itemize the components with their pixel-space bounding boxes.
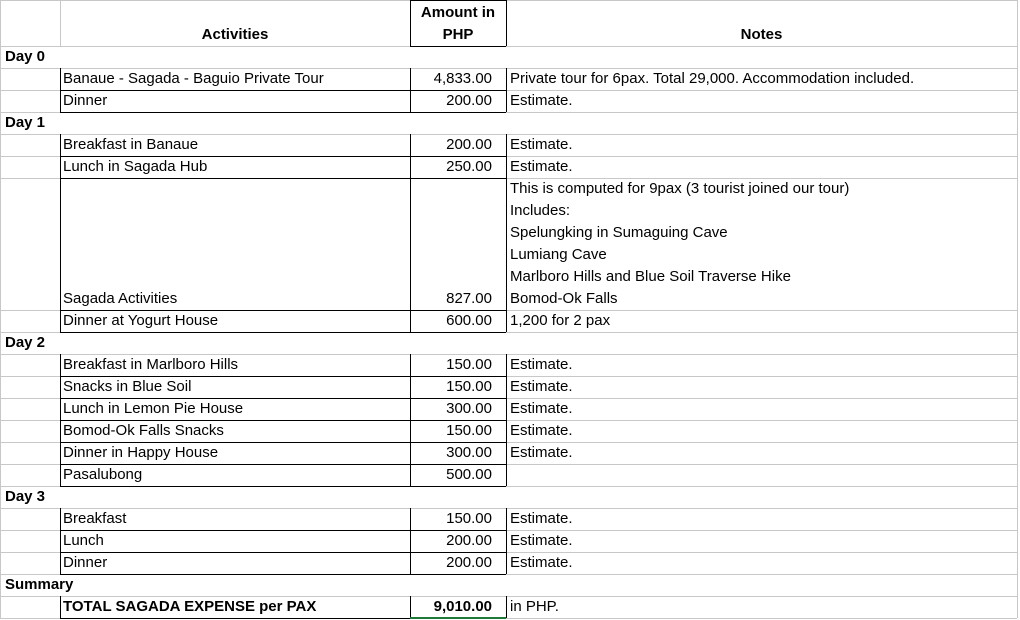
grid-line-vertical bbox=[1017, 178, 1018, 310]
grid-line-vertical bbox=[1017, 464, 1018, 486]
grid-line-vertical bbox=[410, 0, 411, 46]
note-cell bbox=[506, 464, 1017, 486]
grid-line-vertical bbox=[60, 310, 61, 332]
grid-line-vertical bbox=[1017, 574, 1018, 596]
amount-cell: 500.00 bbox=[446, 466, 492, 483]
note-line: Bomod-Ok Falls bbox=[510, 290, 618, 307]
amount-cell: 150.00 bbox=[446, 356, 492, 373]
header-amount-line2: PHP bbox=[442, 26, 474, 43]
note-cell: Estimate. bbox=[510, 532, 573, 549]
note-cell: Estimate. bbox=[510, 92, 573, 109]
grid-line-horizontal bbox=[0, 0, 1017, 1]
grid-line-vertical bbox=[506, 310, 507, 332]
grid-line-vertical bbox=[0, 90, 1, 112]
note-line: Lumiang Cave bbox=[510, 246, 607, 263]
grid-line-horizontal bbox=[506, 574, 1017, 575]
note-line: Includes: bbox=[510, 202, 571, 219]
note-cell: Estimate. bbox=[510, 422, 573, 439]
amount-cell: 250.00 bbox=[446, 158, 492, 175]
grid-line-vertical bbox=[60, 134, 61, 156]
amount-cell: 600.00 bbox=[446, 312, 492, 329]
grid-line-vertical bbox=[60, 552, 61, 574]
selected-cell-indicator bbox=[410, 617, 506, 619]
grid-line-vertical bbox=[506, 442, 507, 464]
day-label: Summary bbox=[5, 576, 74, 593]
grid-line-vertical bbox=[410, 90, 411, 112]
grid-line-vertical bbox=[60, 156, 61, 178]
note-line: Marlboro Hills and Blue Soil Traverse Hike bbox=[510, 268, 791, 285]
note-cell: in PHP. bbox=[510, 598, 559, 615]
note-cell: Estimate. bbox=[510, 510, 573, 527]
grid-line-vertical bbox=[506, 0, 507, 46]
grid-line-vertical bbox=[506, 354, 507, 376]
grid-line-vertical bbox=[410, 178, 411, 310]
grid-line-vertical bbox=[1017, 596, 1018, 618]
grid-line-horizontal bbox=[410, 0, 506, 1]
grid-line-vertical bbox=[0, 354, 1, 376]
grid-line-vertical bbox=[0, 68, 1, 90]
grid-line-vertical bbox=[410, 354, 411, 376]
grid-line-vertical bbox=[1017, 354, 1018, 376]
grid-line-vertical bbox=[1017, 134, 1018, 156]
activity-cell: Bomod-Ok Falls Snacks bbox=[63, 422, 224, 439]
grid-line-vertical bbox=[506, 134, 507, 156]
amount-cell: 150.00 bbox=[446, 378, 492, 395]
grid-line-vertical bbox=[60, 376, 61, 398]
grid-line-vertical bbox=[506, 508, 507, 530]
activity-cell: Snacks in Blue Soil bbox=[63, 378, 192, 395]
note-line: Spelungking in Sumaguing Cave bbox=[510, 224, 728, 241]
header-activities: Activities bbox=[201, 26, 269, 43]
grid-line-vertical bbox=[0, 508, 1, 530]
grid-line-horizontal bbox=[0, 46, 1017, 47]
note-cell: Estimate. bbox=[510, 378, 573, 395]
grid-line-vertical bbox=[506, 530, 507, 552]
grid-line-vertical bbox=[0, 574, 1, 596]
grid-line-vertical bbox=[410, 464, 411, 486]
amount-cell: 827.00 bbox=[446, 290, 492, 307]
grid-line-horizontal bbox=[0, 376, 60, 377]
grid-line-vertical bbox=[0, 464, 1, 486]
grid-line-horizontal bbox=[0, 618, 60, 619]
grid-line-horizontal bbox=[506, 618, 1017, 619]
activity-cell: Pasalubong bbox=[63, 466, 143, 483]
activity-cell: Breakfast in Marlboro Hills bbox=[63, 356, 239, 373]
note-cell: Estimate. bbox=[510, 158, 573, 175]
grid-line-vertical bbox=[60, 398, 61, 420]
grid-line-vertical bbox=[506, 398, 507, 420]
grid-line-vertical bbox=[1017, 508, 1018, 530]
grid-line-vertical bbox=[0, 156, 1, 178]
grid-line-vertical bbox=[0, 398, 1, 420]
grid-line-vertical bbox=[0, 46, 1, 68]
grid-line-vertical bbox=[0, 486, 1, 508]
grid-line-vertical bbox=[60, 442, 61, 464]
grid-line-vertical bbox=[410, 68, 411, 90]
amount-cell: 4,833.00 bbox=[433, 70, 492, 87]
day-label: Day 3 bbox=[5, 488, 46, 505]
grid-line-vertical bbox=[506, 156, 507, 178]
note-line: This is computed for 9pax (3 tourist joined our tour) bbox=[510, 180, 850, 197]
amount-cell: 200.00 bbox=[446, 554, 492, 571]
header-amount-line1: Amount in bbox=[420, 4, 496, 21]
grid-line-vertical bbox=[506, 376, 507, 398]
grid-line-vertical bbox=[1017, 398, 1018, 420]
grid-line-vertical bbox=[0, 178, 1, 310]
grid-line-vertical bbox=[506, 552, 507, 574]
grid-line-vertical bbox=[506, 68, 507, 90]
grid-line-horizontal bbox=[0, 420, 60, 421]
activity-cell: Dinner bbox=[63, 554, 108, 571]
activity-cell: Dinner at Yogurt House bbox=[63, 312, 219, 329]
grid-line-vertical bbox=[60, 68, 61, 90]
grid-line-vertical bbox=[0, 552, 1, 574]
grid-line-vertical bbox=[1017, 486, 1018, 508]
note-cell: Estimate. bbox=[510, 444, 573, 461]
activity-cell: Lunch bbox=[63, 532, 104, 549]
grid-line-vertical bbox=[60, 0, 61, 46]
grid-line-vertical bbox=[1017, 68, 1018, 90]
activity-cell: Dinner in Happy House bbox=[63, 444, 219, 461]
amount-cell: 200.00 bbox=[446, 92, 492, 109]
note-cell: Estimate. bbox=[510, 356, 573, 373]
grid-line-vertical bbox=[506, 596, 507, 618]
note-cell: 1,200 for 2 pax bbox=[510, 312, 611, 329]
activity-cell: Lunch in Sagada Hub bbox=[63, 158, 208, 175]
grid-line-vertical bbox=[410, 530, 411, 552]
activity-cell: Banaue - Sagada - Baguio Private Tour bbox=[63, 70, 324, 87]
grid-line-horizontal bbox=[60, 112, 507, 113]
grid-line-horizontal bbox=[0, 178, 60, 179]
grid-line-horizontal bbox=[0, 398, 60, 399]
grid-line-horizontal bbox=[410, 46, 506, 47]
grid-line-vertical bbox=[410, 134, 411, 156]
activity-cell: Lunch in Lemon Pie House bbox=[63, 400, 244, 417]
grid-line-vertical bbox=[506, 178, 507, 310]
grid-line-vertical bbox=[60, 596, 61, 618]
day-label: Day 2 bbox=[5, 334, 46, 351]
grid-line-vertical bbox=[0, 442, 1, 464]
grid-line-vertical bbox=[1017, 332, 1018, 354]
grid-line-vertical bbox=[410, 596, 411, 618]
grid-line-horizontal bbox=[0, 442, 60, 443]
grid-line-vertical bbox=[0, 376, 1, 398]
amount-cell: 200.00 bbox=[446, 532, 492, 549]
grid-line-vertical bbox=[1017, 156, 1018, 178]
grid-line-vertical bbox=[1017, 0, 1018, 46]
grid-line-vertical bbox=[410, 376, 411, 398]
total-label: TOTAL SAGADA EXPENSE per PAX bbox=[63, 598, 317, 615]
grid-line-vertical bbox=[1017, 420, 1018, 442]
grid-line-vertical bbox=[60, 464, 61, 486]
day-label: Day 0 bbox=[5, 48, 46, 65]
grid-line-vertical bbox=[1017, 90, 1018, 112]
activity-cell: Sagada Activities bbox=[63, 290, 178, 307]
grid-line-vertical bbox=[0, 596, 1, 618]
grid-line-horizontal bbox=[60, 332, 507, 333]
grid-line-horizontal bbox=[506, 486, 1017, 487]
grid-line-vertical bbox=[1017, 310, 1018, 332]
grid-line-vertical bbox=[1017, 552, 1018, 574]
grid-line-horizontal bbox=[60, 486, 507, 487]
header-notes: Notes bbox=[740, 26, 783, 43]
grid-line-horizontal bbox=[0, 90, 60, 91]
grid-line-vertical bbox=[410, 442, 411, 464]
grid-line-vertical bbox=[0, 332, 1, 354]
amount-cell: 300.00 bbox=[446, 444, 492, 461]
grid-line-vertical bbox=[0, 310, 1, 332]
grid-line-vertical bbox=[0, 0, 1, 46]
grid-line-horizontal bbox=[0, 310, 60, 311]
grid-line-vertical bbox=[60, 420, 61, 442]
grid-line-vertical bbox=[1017, 376, 1018, 398]
activity-cell: Breakfast in Banaue bbox=[63, 136, 199, 153]
grid-line-vertical bbox=[410, 398, 411, 420]
grid-line-vertical bbox=[1017, 442, 1018, 464]
grid-line-vertical bbox=[410, 310, 411, 332]
grid-line-vertical bbox=[0, 112, 1, 134]
day-label: Day 1 bbox=[5, 114, 46, 131]
note-cell: Estimate. bbox=[510, 136, 573, 153]
grid-line-vertical bbox=[1017, 112, 1018, 134]
grid-line-vertical bbox=[506, 420, 507, 442]
note-cell: Estimate. bbox=[510, 400, 573, 417]
grid-line-vertical bbox=[410, 420, 411, 442]
amount-cell: 150.00 bbox=[446, 510, 492, 527]
grid-line-vertical bbox=[60, 530, 61, 552]
note-cell: Private tour for 6pax. Total 29,000. Accommodation included. bbox=[510, 70, 915, 87]
grid-line-vertical bbox=[0, 530, 1, 552]
grid-line-vertical bbox=[1017, 46, 1018, 68]
grid-line-vertical bbox=[410, 552, 411, 574]
amount-cell: 200.00 bbox=[446, 136, 492, 153]
grid-line-horizontal bbox=[60, 574, 507, 575]
grid-line-vertical bbox=[60, 90, 61, 112]
activity-cell: Dinner bbox=[63, 92, 108, 109]
grid-line-vertical bbox=[410, 508, 411, 530]
grid-line-horizontal bbox=[60, 178, 507, 179]
amount-cell: 150.00 bbox=[446, 422, 492, 439]
grid-line-horizontal bbox=[0, 552, 60, 553]
grid-line-vertical bbox=[1017, 530, 1018, 552]
grid-line-horizontal bbox=[506, 112, 1017, 113]
grid-line-horizontal bbox=[0, 156, 60, 157]
grid-line-vertical bbox=[60, 178, 61, 310]
grid-line-vertical bbox=[60, 508, 61, 530]
activity-cell: Breakfast bbox=[63, 510, 127, 527]
grid-line-horizontal bbox=[506, 332, 1017, 333]
grid-line-vertical bbox=[0, 420, 1, 442]
grid-line-horizontal bbox=[0, 464, 60, 465]
grid-line-vertical bbox=[506, 90, 507, 112]
amount-cell: 300.00 bbox=[446, 400, 492, 417]
note-cell: Estimate. bbox=[510, 554, 573, 571]
total-amount: 9,010.00 bbox=[433, 598, 492, 615]
grid-line-vertical bbox=[60, 354, 61, 376]
grid-line-vertical bbox=[506, 464, 507, 486]
grid-line-horizontal bbox=[0, 530, 60, 531]
grid-line-vertical bbox=[0, 134, 1, 156]
grid-line-vertical bbox=[410, 156, 411, 178]
